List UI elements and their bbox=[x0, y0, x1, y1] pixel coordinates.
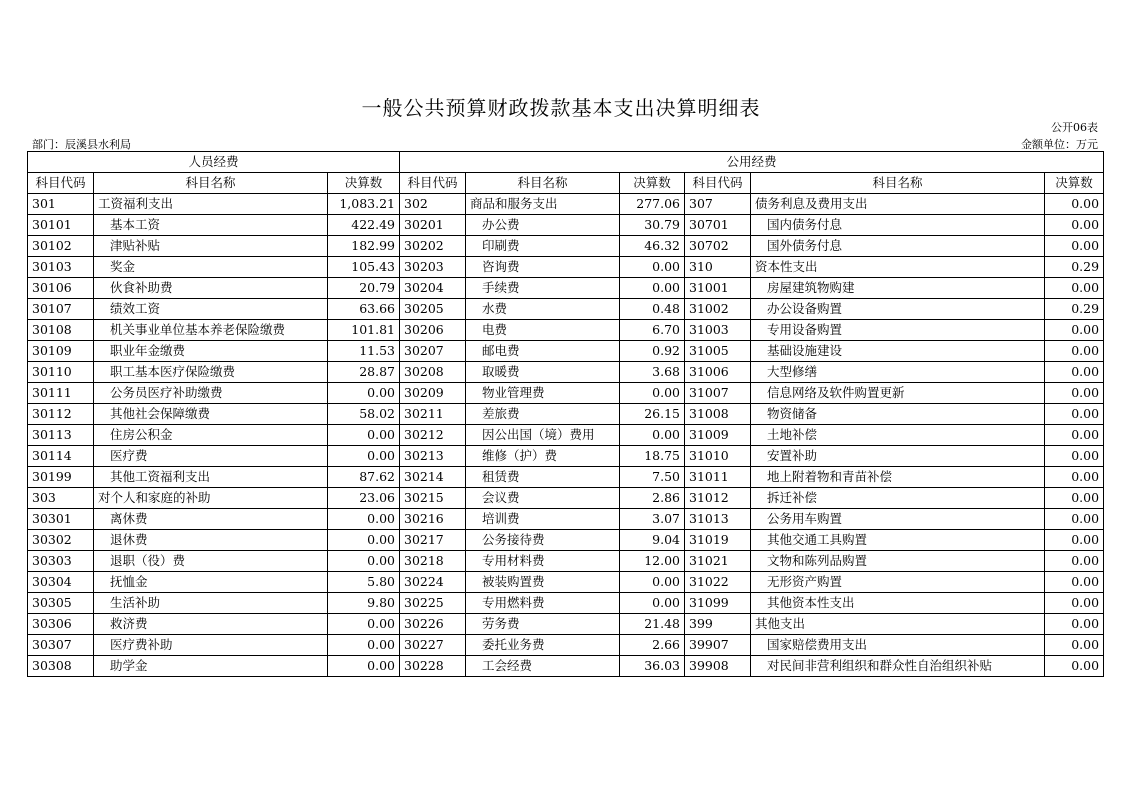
item-name: 租赁费 bbox=[466, 467, 620, 488]
unit-label: 金额单位：万元 bbox=[1021, 138, 1098, 151]
col-header-name: 科目名称 bbox=[94, 173, 328, 194]
item-name: 医疗费 bbox=[94, 446, 328, 467]
item-code: 307 bbox=[685, 194, 751, 215]
item-code: 30216 bbox=[400, 509, 466, 530]
item-code: 303 bbox=[28, 488, 94, 509]
table-row bbox=[28, 572, 1104, 593]
item-name: 办公设备购置 bbox=[751, 299, 1045, 320]
table-row bbox=[28, 509, 1104, 530]
item-code: 30107 bbox=[28, 299, 94, 320]
item-amount: 0.00 bbox=[1045, 467, 1104, 488]
item-code: 39908 bbox=[685, 656, 751, 677]
item-code: 310 bbox=[685, 257, 751, 278]
item-amount: 20.79 bbox=[328, 278, 400, 299]
item-code: 30212 bbox=[400, 425, 466, 446]
item-name: 对民间非营利组织和群众性自治组织补贴 bbox=[751, 656, 1045, 677]
item-amount: 105.43 bbox=[328, 257, 400, 278]
item-code: 30227 bbox=[400, 635, 466, 656]
item-amount: 422.49 bbox=[328, 215, 400, 236]
item-name: 房屋建筑物购建 bbox=[751, 278, 1045, 299]
item-amount: 63.66 bbox=[328, 299, 400, 320]
item-name: 公务用车购置 bbox=[751, 509, 1045, 530]
item-amount: 0.00 bbox=[1045, 488, 1104, 509]
item-amount: 0.00 bbox=[1045, 635, 1104, 656]
item-name: 助学金 bbox=[94, 656, 328, 677]
item-name: 公务接待费 bbox=[466, 530, 620, 551]
col-header-code: 科目代码 bbox=[685, 173, 751, 194]
item-code: 30102 bbox=[28, 236, 94, 257]
table-row bbox=[28, 488, 1104, 509]
item-code: 30205 bbox=[400, 299, 466, 320]
item-name: 差旅费 bbox=[466, 404, 620, 425]
item-code: 31012 bbox=[685, 488, 751, 509]
item-code: 30228 bbox=[400, 656, 466, 677]
item-amount: 0.00 bbox=[620, 572, 685, 593]
item-amount: 9.04 bbox=[620, 530, 685, 551]
item-name: 无形资产购置 bbox=[751, 572, 1045, 593]
item-amount: 0.00 bbox=[1045, 383, 1104, 404]
item-amount: 0.00 bbox=[328, 425, 400, 446]
item-amount: 0.00 bbox=[1045, 551, 1104, 572]
item-name: 取暖费 bbox=[466, 362, 620, 383]
item-amount: 2.86 bbox=[620, 488, 685, 509]
table-row bbox=[28, 593, 1104, 614]
item-code: 31001 bbox=[685, 278, 751, 299]
item-name: 大型修缮 bbox=[751, 362, 1045, 383]
expenditure-table bbox=[27, 151, 1104, 677]
item-code: 30209 bbox=[400, 383, 466, 404]
item-amount: 0.00 bbox=[328, 509, 400, 530]
item-name: 培训费 bbox=[466, 509, 620, 530]
item-code: 30304 bbox=[28, 572, 94, 593]
item-code: 39907 bbox=[685, 635, 751, 656]
item-amount: 0.00 bbox=[1045, 278, 1104, 299]
item-code: 31099 bbox=[685, 593, 751, 614]
item-code: 30114 bbox=[28, 446, 94, 467]
item-name: 拆迁补偿 bbox=[751, 488, 1045, 509]
item-amount: 5.80 bbox=[328, 572, 400, 593]
item-code: 302 bbox=[400, 194, 466, 215]
item-code: 30204 bbox=[400, 278, 466, 299]
item-amount: 0.00 bbox=[328, 635, 400, 656]
item-code: 31005 bbox=[685, 341, 751, 362]
item-name: 国外债务付息 bbox=[751, 236, 1045, 257]
item-amount: 3.68 bbox=[620, 362, 685, 383]
item-amount: 7.50 bbox=[620, 467, 685, 488]
item-code: 399 bbox=[685, 614, 751, 635]
item-amount: 182.99 bbox=[328, 236, 400, 257]
table-row bbox=[28, 320, 1104, 341]
item-amount: 30.79 bbox=[620, 215, 685, 236]
item-name: 医疗费补助 bbox=[94, 635, 328, 656]
item-name: 其他社会保障缴费 bbox=[94, 404, 328, 425]
item-name: 其他工资福利支出 bbox=[94, 467, 328, 488]
item-code: 30111 bbox=[28, 383, 94, 404]
item-amount: 18.75 bbox=[620, 446, 685, 467]
item-amount: 3.07 bbox=[620, 509, 685, 530]
item-name: 救济费 bbox=[94, 614, 328, 635]
item-amount: 0.00 bbox=[1045, 656, 1104, 677]
item-amount: 0.29 bbox=[1045, 299, 1104, 320]
item-name: 专用材料费 bbox=[466, 551, 620, 572]
table-row bbox=[28, 467, 1104, 488]
item-code: 30214 bbox=[400, 467, 466, 488]
item-amount: 6.70 bbox=[620, 320, 685, 341]
item-name: 商品和服务支出 bbox=[466, 194, 620, 215]
item-code: 30213 bbox=[400, 446, 466, 467]
item-code: 30701 bbox=[685, 215, 751, 236]
item-name: 工资福利支出 bbox=[94, 194, 328, 215]
item-code: 30702 bbox=[685, 236, 751, 257]
item-name: 安置补助 bbox=[751, 446, 1045, 467]
item-name: 基本工资 bbox=[94, 215, 328, 236]
item-code: 30305 bbox=[28, 593, 94, 614]
item-name: 债务利息及费用支出 bbox=[751, 194, 1045, 215]
table-row bbox=[28, 299, 1104, 320]
col-header-amount: 决算数 bbox=[328, 173, 400, 194]
item-code: 30113 bbox=[28, 425, 94, 446]
item-name: 信息网络及软件购置更新 bbox=[751, 383, 1045, 404]
table-row bbox=[28, 614, 1104, 635]
item-code: 31008 bbox=[685, 404, 751, 425]
item-name: 津贴补贴 bbox=[94, 236, 328, 257]
item-amount: 0.00 bbox=[1045, 236, 1104, 257]
item-name: 物资储备 bbox=[751, 404, 1045, 425]
item-code: 30211 bbox=[400, 404, 466, 425]
item-name: 物业管理费 bbox=[466, 383, 620, 404]
item-amount: 21.48 bbox=[620, 614, 685, 635]
item-amount: 23.06 bbox=[328, 488, 400, 509]
item-code: 30215 bbox=[400, 488, 466, 509]
item-code: 30308 bbox=[28, 656, 94, 677]
item-code: 30303 bbox=[28, 551, 94, 572]
item-amount: 0.00 bbox=[1045, 425, 1104, 446]
item-amount: 0.00 bbox=[1045, 404, 1104, 425]
table-row bbox=[28, 404, 1104, 425]
item-name: 地上附着物和青苗补偿 bbox=[751, 467, 1045, 488]
col-header-name: 科目名称 bbox=[751, 173, 1045, 194]
item-amount: 0.00 bbox=[328, 530, 400, 551]
col-header-amount: 决算数 bbox=[1045, 173, 1104, 194]
item-amount: 0.00 bbox=[328, 614, 400, 635]
item-name: 其他资本性支出 bbox=[751, 593, 1045, 614]
item-amount: 0.00 bbox=[620, 278, 685, 299]
item-code: 30218 bbox=[400, 551, 466, 572]
table-row bbox=[28, 362, 1104, 383]
table-row bbox=[28, 236, 1104, 257]
item-amount: 0.29 bbox=[1045, 257, 1104, 278]
table-number: 公开06表 bbox=[1051, 121, 1098, 134]
item-name: 劳务费 bbox=[466, 614, 620, 635]
item-amount: 0.00 bbox=[328, 446, 400, 467]
table-row bbox=[28, 215, 1104, 236]
item-name: 办公费 bbox=[466, 215, 620, 236]
item-name: 住房公积金 bbox=[94, 425, 328, 446]
table-row bbox=[28, 425, 1104, 446]
item-name: 职业年金缴费 bbox=[94, 341, 328, 362]
item-amount: 0.00 bbox=[620, 593, 685, 614]
item-name: 职工基本医疗保险缴费 bbox=[94, 362, 328, 383]
item-amount: 36.03 bbox=[620, 656, 685, 677]
item-code: 30199 bbox=[28, 467, 94, 488]
item-code: 31010 bbox=[685, 446, 751, 467]
item-name: 伙食补助费 bbox=[94, 278, 328, 299]
item-name: 国内债务付息 bbox=[751, 215, 1045, 236]
item-amount: 28.87 bbox=[328, 362, 400, 383]
item-name: 基础设施建设 bbox=[751, 341, 1045, 362]
item-name: 邮电费 bbox=[466, 341, 620, 362]
item-amount: 0.00 bbox=[1045, 362, 1104, 383]
item-name: 委托业务费 bbox=[466, 635, 620, 656]
page-title: 一般公共预算财政拨款基本支出决算明细表 bbox=[361, 96, 761, 120]
item-amount: 0.00 bbox=[620, 383, 685, 404]
item-name: 电费 bbox=[466, 320, 620, 341]
item-amount: 9.80 bbox=[328, 593, 400, 614]
item-code: 30202 bbox=[400, 236, 466, 257]
table-row bbox=[28, 383, 1104, 404]
department-label: 部门：辰溪县水利局 bbox=[32, 138, 131, 151]
item-amount: 26.15 bbox=[620, 404, 685, 425]
item-name: 文物和陈列品购置 bbox=[751, 551, 1045, 572]
item-name: 工会经费 bbox=[466, 656, 620, 677]
item-code: 30206 bbox=[400, 320, 466, 341]
table-row bbox=[28, 551, 1104, 572]
item-code: 30108 bbox=[28, 320, 94, 341]
item-code: 31007 bbox=[685, 383, 751, 404]
item-name: 离休费 bbox=[94, 509, 328, 530]
item-code: 30203 bbox=[400, 257, 466, 278]
item-code: 30301 bbox=[28, 509, 94, 530]
item-amount: 0.00 bbox=[1045, 593, 1104, 614]
item-amount: 58.02 bbox=[328, 404, 400, 425]
item-code: 30302 bbox=[28, 530, 94, 551]
item-name: 其他支出 bbox=[751, 614, 1045, 635]
item-code: 30103 bbox=[28, 257, 94, 278]
item-code: 30101 bbox=[28, 215, 94, 236]
item-code: 30307 bbox=[28, 635, 94, 656]
item-amount: 0.00 bbox=[1045, 530, 1104, 551]
table-row bbox=[28, 656, 1104, 677]
item-name: 国家赔偿费用支出 bbox=[751, 635, 1045, 656]
table-row bbox=[28, 446, 1104, 467]
item-name: 维修（护）费 bbox=[466, 446, 620, 467]
item-amount: 0.92 bbox=[620, 341, 685, 362]
item-amount: 0.00 bbox=[1045, 614, 1104, 635]
item-name: 会议费 bbox=[466, 488, 620, 509]
item-code: 30112 bbox=[28, 404, 94, 425]
item-code: 30225 bbox=[400, 593, 466, 614]
item-amount: 1,083.21 bbox=[328, 194, 400, 215]
item-code: 30217 bbox=[400, 530, 466, 551]
item-name: 奖金 bbox=[94, 257, 328, 278]
item-name: 生活补助 bbox=[94, 593, 328, 614]
item-amount: 0.00 bbox=[328, 551, 400, 572]
group-header-public: 公用经费 bbox=[400, 152, 1104, 173]
col-header-name: 科目名称 bbox=[466, 173, 620, 194]
item-name: 对个人和家庭的补助 bbox=[94, 488, 328, 509]
item-amount: 2.66 bbox=[620, 635, 685, 656]
item-name: 抚恤金 bbox=[94, 572, 328, 593]
item-name: 专用设备购置 bbox=[751, 320, 1045, 341]
item-name: 机关事业单位基本养老保险缴费 bbox=[94, 320, 328, 341]
item-code: 31006 bbox=[685, 362, 751, 383]
item-amount: 87.62 bbox=[328, 467, 400, 488]
item-code: 30201 bbox=[400, 215, 466, 236]
item-code: 301 bbox=[28, 194, 94, 215]
item-amount: 0.48 bbox=[620, 299, 685, 320]
item-name: 公务员医疗补助缴费 bbox=[94, 383, 328, 404]
item-code: 31013 bbox=[685, 509, 751, 530]
item-amount: 0.00 bbox=[1045, 509, 1104, 530]
item-code: 30109 bbox=[28, 341, 94, 362]
item-amount: 0.00 bbox=[1045, 572, 1104, 593]
table-row bbox=[28, 635, 1104, 656]
item-name: 其他交通工具购置 bbox=[751, 530, 1045, 551]
item-amount: 0.00 bbox=[1045, 320, 1104, 341]
item-amount: 0.00 bbox=[328, 383, 400, 404]
item-code: 30306 bbox=[28, 614, 94, 635]
item-amount: 0.00 bbox=[1045, 446, 1104, 467]
item-code: 31011 bbox=[685, 467, 751, 488]
item-name: 水费 bbox=[466, 299, 620, 320]
col-header-code: 科目代码 bbox=[400, 173, 466, 194]
item-name: 手续费 bbox=[466, 278, 620, 299]
col-header-amount: 决算数 bbox=[620, 173, 685, 194]
item-code: 30226 bbox=[400, 614, 466, 635]
item-name: 退职（役）费 bbox=[94, 551, 328, 572]
item-name: 退休费 bbox=[94, 530, 328, 551]
item-amount: 12.00 bbox=[620, 551, 685, 572]
table-row bbox=[28, 194, 1104, 215]
item-name: 咨询费 bbox=[466, 257, 620, 278]
item-code: 30207 bbox=[400, 341, 466, 362]
item-code: 31021 bbox=[685, 551, 751, 572]
item-name: 专用燃料费 bbox=[466, 593, 620, 614]
item-code: 31003 bbox=[685, 320, 751, 341]
item-amount: 11.53 bbox=[328, 341, 400, 362]
item-name: 土地补偿 bbox=[751, 425, 1045, 446]
item-amount: 277.06 bbox=[620, 194, 685, 215]
table-row bbox=[28, 530, 1104, 551]
item-code: 31019 bbox=[685, 530, 751, 551]
item-amount: 0.00 bbox=[620, 425, 685, 446]
item-name: 绩效工资 bbox=[94, 299, 328, 320]
item-name: 印刷费 bbox=[466, 236, 620, 257]
col-header-code: 科目代码 bbox=[28, 173, 94, 194]
item-amount: 0.00 bbox=[1045, 215, 1104, 236]
item-code: 30224 bbox=[400, 572, 466, 593]
table-row bbox=[28, 341, 1104, 362]
item-code: 31002 bbox=[685, 299, 751, 320]
item-amount: 0.00 bbox=[328, 656, 400, 677]
table-row bbox=[28, 257, 1104, 278]
item-code: 30106 bbox=[28, 278, 94, 299]
item-code: 30110 bbox=[28, 362, 94, 383]
item-name: 因公出国（境）费用 bbox=[466, 425, 620, 446]
item-name: 被装购置费 bbox=[466, 572, 620, 593]
item-code: 30208 bbox=[400, 362, 466, 383]
item-amount: 0.00 bbox=[620, 257, 685, 278]
item-code: 31022 bbox=[685, 572, 751, 593]
item-amount: 0.00 bbox=[1045, 341, 1104, 362]
group-header-personnel: 人员经费 bbox=[28, 152, 400, 173]
item-name: 资本性支出 bbox=[751, 257, 1045, 278]
item-amount: 101.81 bbox=[328, 320, 400, 341]
item-amount: 46.32 bbox=[620, 236, 685, 257]
table-row bbox=[28, 278, 1104, 299]
item-amount: 0.00 bbox=[1045, 194, 1104, 215]
item-code: 31009 bbox=[685, 425, 751, 446]
